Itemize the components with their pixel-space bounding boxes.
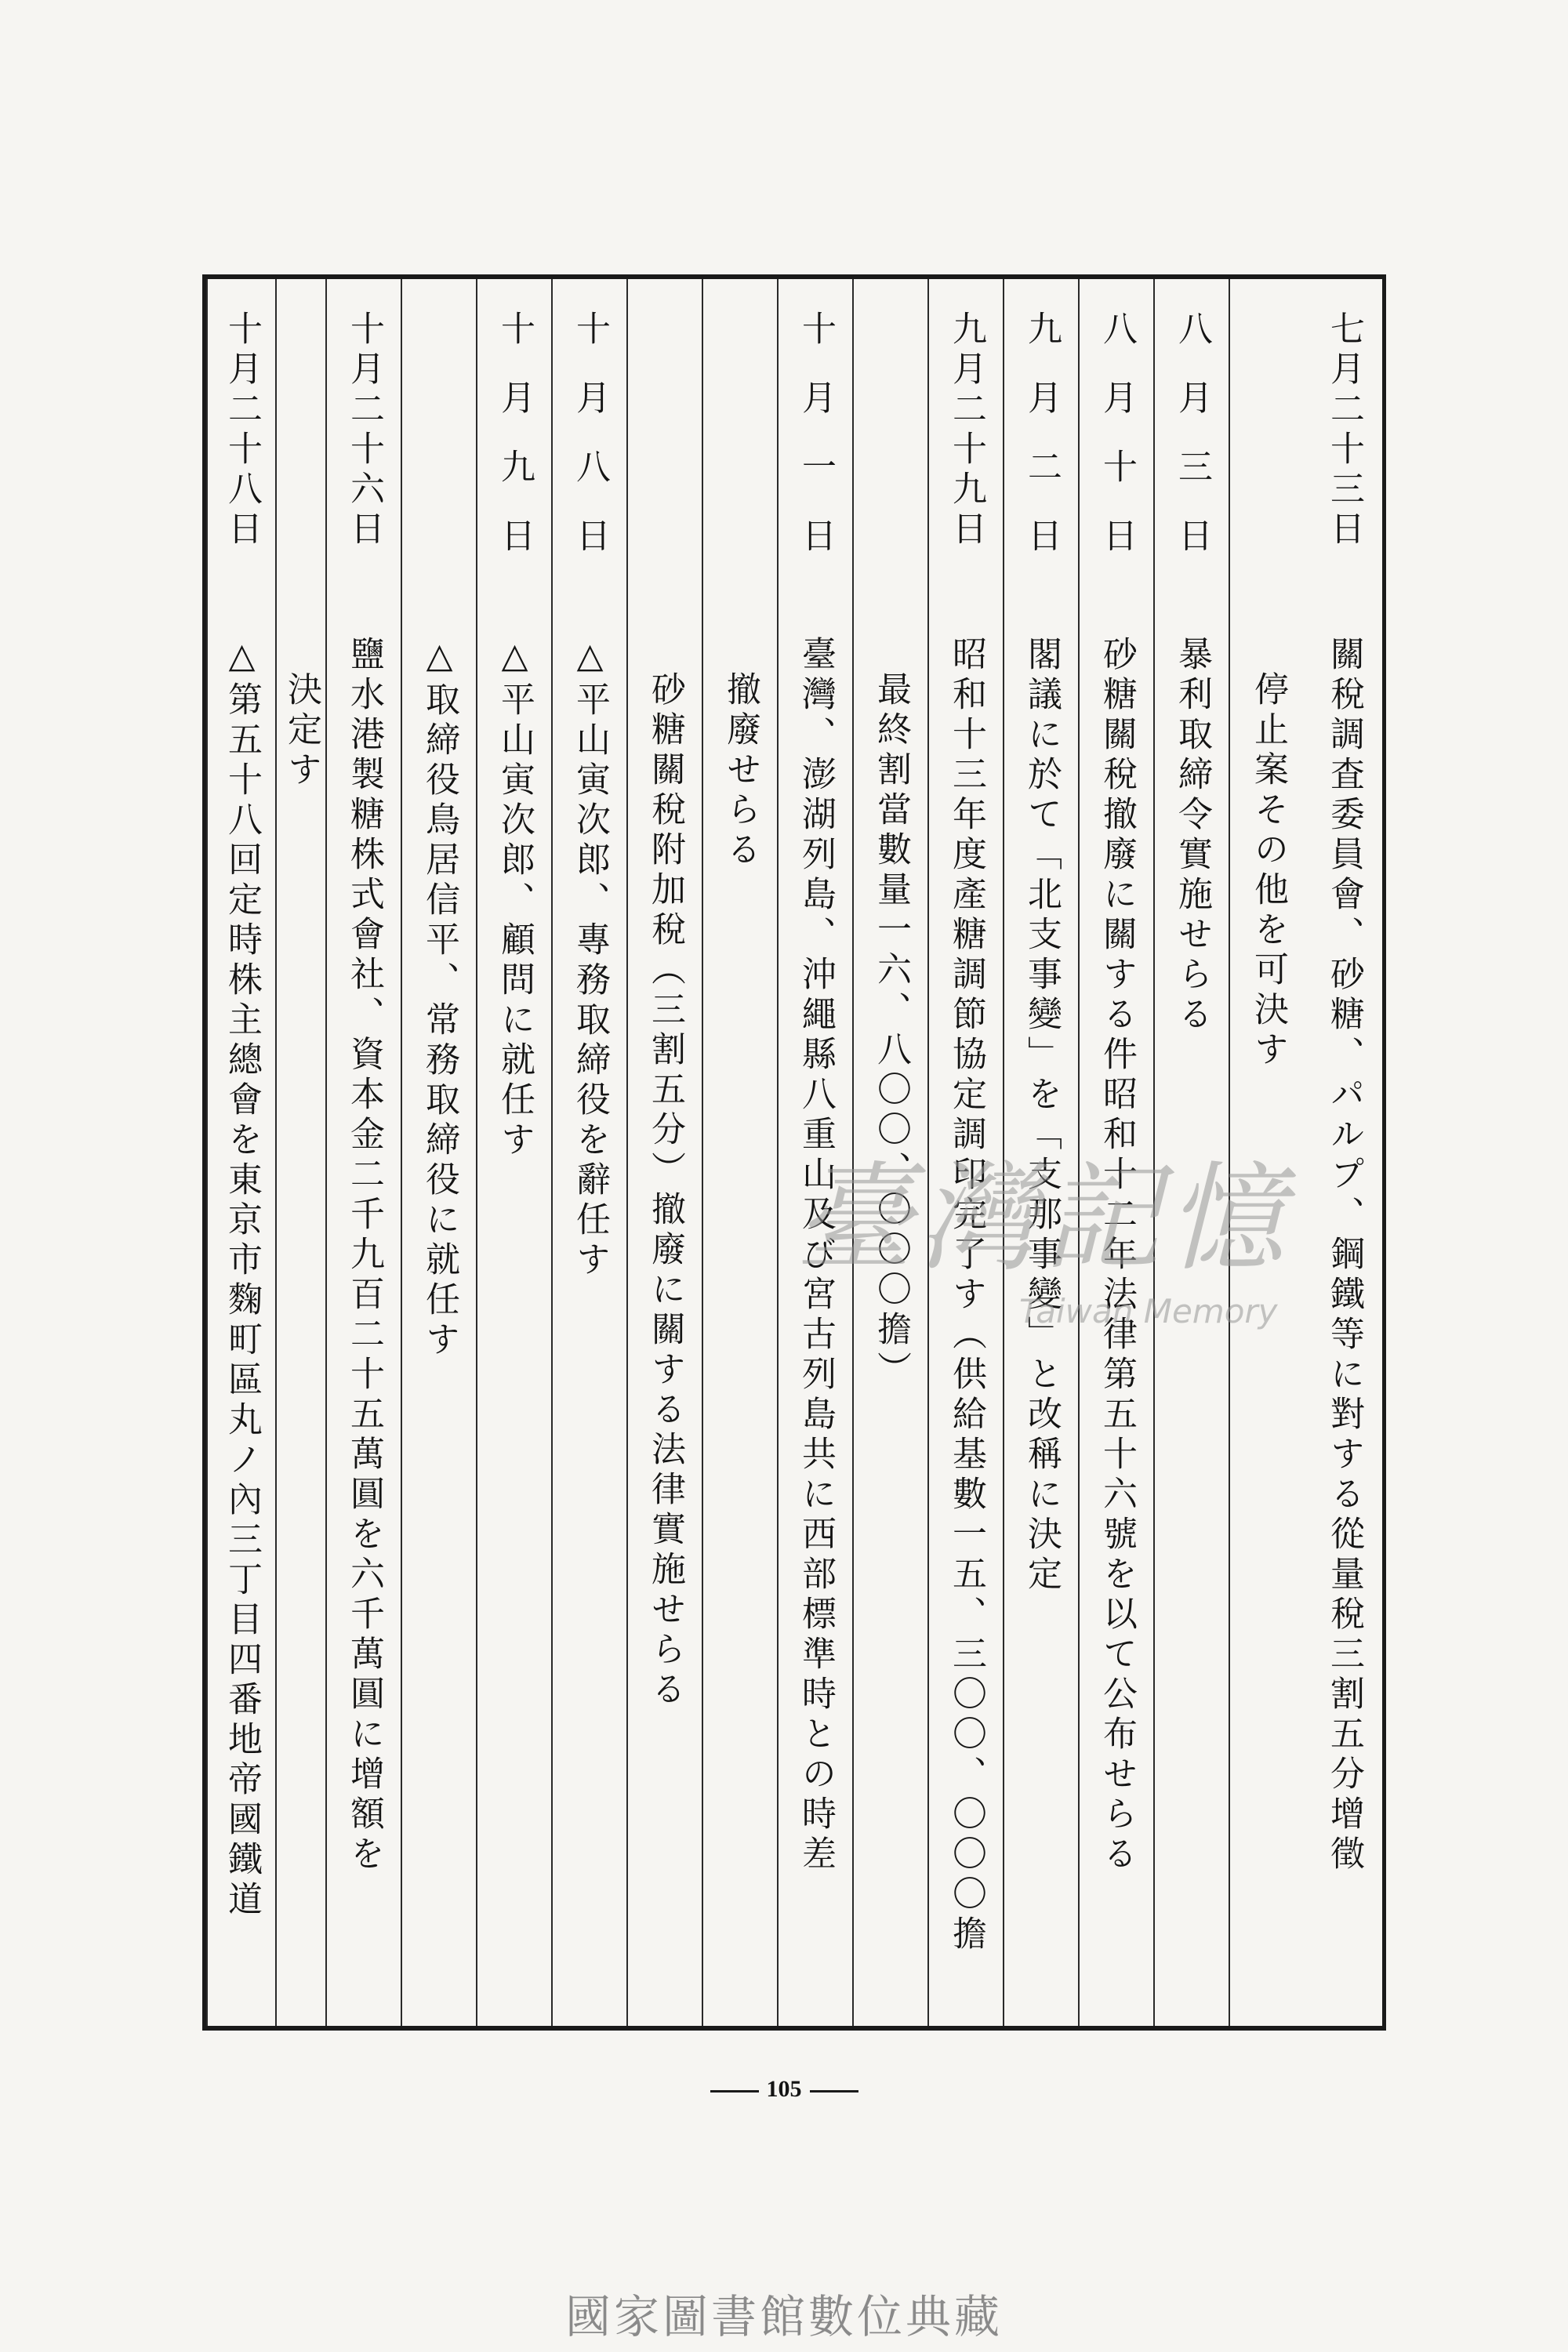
row-text: △平山寅次郎、顧問に就任す [495,636,535,1161]
row-text: 關稅調査委員會、砂糖、パルプ、鋼鐵等に對する從量稅三割五分增徵 [1324,636,1364,1875]
row-text: 停止案その他を可決す [1248,671,1288,1071]
row-text: 臺灣、澎湖列島、沖繩縣八重山及び宮古列島共に西部標準時との時差 [796,636,836,1875]
table-row [476,279,551,2026]
dash-left [710,2090,759,2092]
table-row [401,279,476,2026]
row-date: 十月二十八日 [222,310,262,550]
table-row [626,279,702,2026]
row-date: 十月九日 [495,310,535,586]
row-text: △取締役鳥居信平、常務取締役に就任す [419,636,459,1361]
table-row [206,279,275,2026]
row-text: 砂糖關稅附加稅（三割五分）撤廢に關する法律實施せらる [645,671,685,1711]
row-date: 九月二十九日 [946,310,986,550]
row-text: 昭和十三年度產糖調節協定調印完了す（供給基數一五、三〇〇、〇〇〇擔 [946,636,986,1955]
row-text: 鹽水港製糖株式會社、資本金二千九百二十五萬圓を六千萬圓に增額を [344,636,384,1875]
watermark-title: 臺灣記憶 [794,1151,1290,1287]
page-number [0,2076,1568,2103]
table-row [1305,279,1382,2026]
row-text: △第五十八回定時株主總會を東京市麴町區丸ノ內三丁目四番地帝國鐵道 [222,636,262,1921]
table-row [275,279,325,2026]
row-date: 十月一日 [796,310,836,586]
table-row [551,279,626,2026]
watermark-logo [784,1151,1301,1348]
row-text: 決定す [281,671,321,791]
table-row [325,279,401,2026]
table-row [702,279,777,2026]
row-date: 八月十日 [1097,310,1137,586]
row-text: 最終割當數量一六、八〇〇、〇〇〇擔） [871,671,911,1391]
row-text: 暴利取締令實施せらる [1172,636,1212,1036]
page-number-text: 105 [766,2076,802,2102]
row-date: 十月八日 [570,310,610,586]
row-text: 砂糖關稅撤廢に關する件昭和十二年法律第五十六號を以て公布せらる [1097,636,1137,1875]
row-date: 八月三日 [1172,310,1212,586]
row-date: 七月二十三日 [1324,310,1364,550]
row-date: 九月二日 [1022,310,1062,586]
row-date: 十月二十六日 [344,310,384,550]
row-text: △平山寅次郎、專務取締役を辭任す [570,636,610,1281]
dash-right [810,2090,858,2092]
footer-archive-label: 國家圖書館數位典藏 [564,2290,1003,2343]
row-text: 撤廢せらる [720,671,760,871]
watermark-subtitle: Taiwan Memory [1019,1292,1278,1330]
row-text: 閣議に於て「北支事變」を「支那事變」と改稱に決定 [1022,636,1062,1595]
